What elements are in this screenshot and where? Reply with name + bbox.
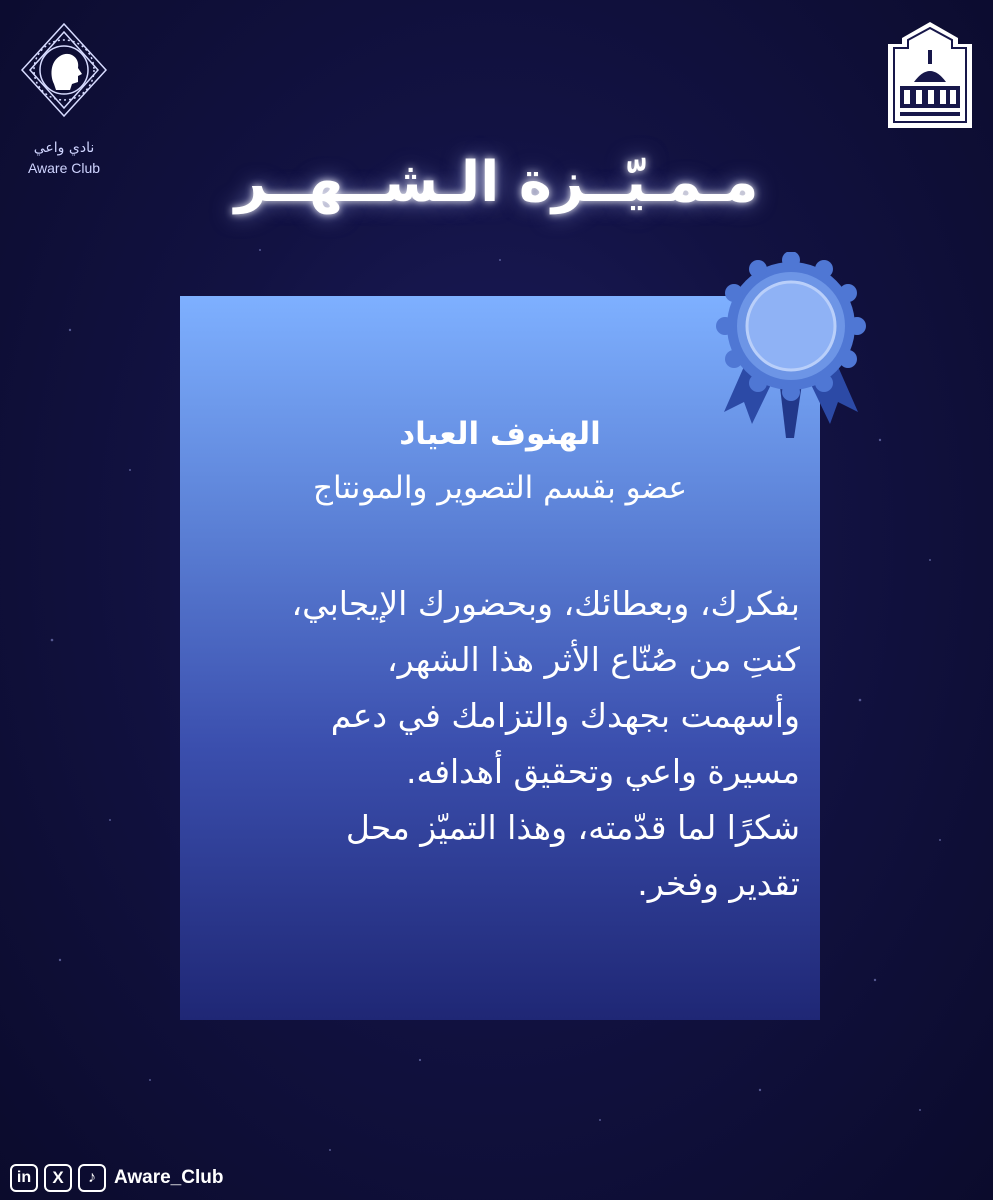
club-logo [14, 18, 114, 176]
social-footer [10, 1162, 223, 1194]
award-rosette-icon [716, 252, 866, 442]
message-line: شكرًا لما قدّمته، وهذا التميّز محل [345, 808, 800, 847]
message-line: مسيرة واعي وتحقيق أهدافه. [406, 752, 800, 791]
university-mosque-crest-icon [884, 20, 976, 132]
message-line: كنتِ من صُنّاع الأثر هذا الشهر، [386, 640, 800, 679]
page-title: مـمـيّــزة الـشــهــر [234, 150, 759, 215]
appreciation-message [180, 576, 800, 912]
university-logo [884, 20, 976, 136]
awardee-name: الهنوف العياد [399, 416, 601, 452]
awardee-role: عضو بقسم التصوير والمونتاج [313, 470, 687, 506]
head-diamond-logo-icon [16, 18, 112, 128]
message-line: وأسهمت بجهدك والتزامك في دعم [330, 696, 800, 735]
club-name-arabic: نادي واعي [33, 140, 95, 156]
linkedin-icon[interactable]: in [10, 1164, 38, 1192]
x-icon[interactable]: X [44, 1164, 72, 1192]
message-line: تقدير وفخر. [637, 864, 800, 903]
social-handle[interactable]: Aware_Club [114, 1167, 224, 1188]
message-line: بفكرك، وبعطائك، وبحضورك الإيجابي، [291, 584, 800, 623]
club-name-english: Aware Club [27, 160, 101, 176]
tiktok-icon[interactable]: ♪ [78, 1164, 106, 1192]
